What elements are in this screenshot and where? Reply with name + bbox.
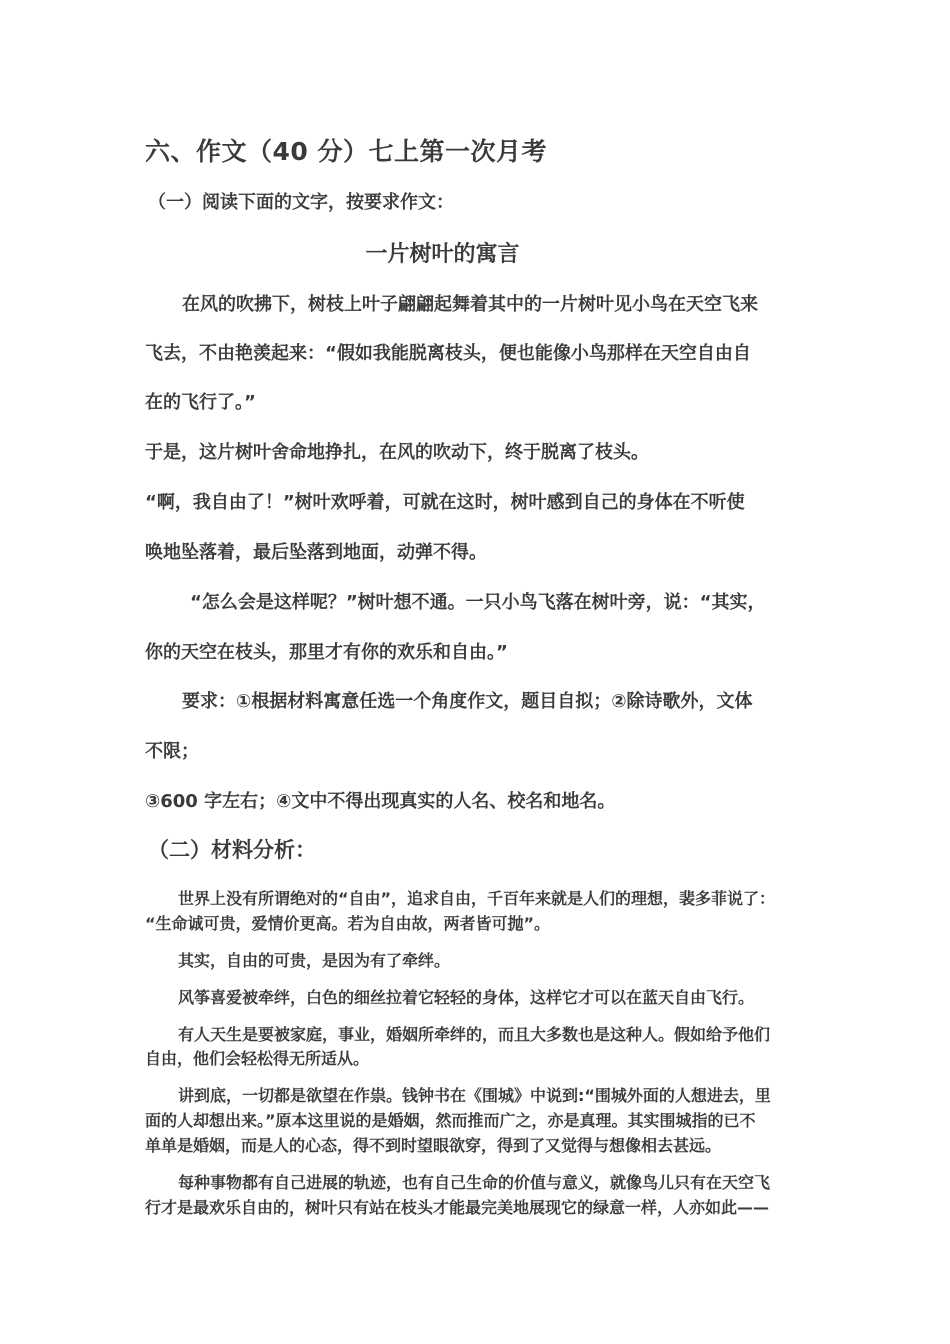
analysis-line: 单单是婚姻，而是人的心态，得不到时望眼欲穿，得到了又觉得与想像相去甚远。 [145,1136,722,1155]
story-title: 一片树叶的寓言 [365,242,520,267]
requirement-line: ③600 字左右；④文中不得出现真实的人名、校名和地名。 [145,791,616,812]
story-line: “啊，我自由了！”树叶欢呼着，可就在这时，树叶感到自己的身体在不听使 [145,492,745,513]
section-one-label: （一）阅读下面的文字，按要求作文： [148,192,454,213]
story-line: 在的飞行了。” [145,392,256,413]
story-line: 唤地坠落着，最后坠落到地面，动弹不得。 [145,542,487,563]
section-heading: 六、作文（40 分）七上第一次月考 [145,137,547,166]
analysis-line: 风筝喜爱被牵绊，白色的细丝拉着它轻轻的身体，这样它才可以在蓝天自由飞行。 [178,988,755,1007]
analysis-line: 讲到底，一切都是欲望在作祟。钱钟书在《围城》中说到:“围城外面的人想进去，里 [178,1086,771,1105]
analysis-line: 面的人却想出来。”原本这里说的是婚姻，然而推而广之，亦是真理。其实围城指的已不 [145,1111,756,1130]
story-line: “怎么会是这样呢？”树叶想不通。一只小鸟飞落在树叶旁，说：“其实， [190,592,766,613]
story-line: 你的天空在枝头，那里才有你的欢乐和自由。” [145,642,508,663]
story-line: 于是，这片树叶舍命地挣扎，在风的吹动下，终于脱离了枝头。 [145,442,649,463]
requirement-line: 要求：①根据材料寓意任选一个角度作文，题目自拟；②除诗歌外，文体 [182,691,753,712]
story-line: 在风的吹拂下，树枝上叶子翩翩起舞着其中的一片树叶见小鸟在天空飞来 [182,294,758,315]
analysis-line: “生命诚可贵，爱情价更高。若为自由故，两者皆可抛”。 [145,914,551,933]
analysis-line: 每种事物都有自己进展的轨迹，也有自己生命的价值与意义，就像鸟儿只有在天空飞 [178,1173,771,1192]
requirement-line: 不限； [145,741,199,762]
analysis-line: 其实，自由的可贵，是因为有了牵绊。 [178,951,451,970]
analysis-line: 有人天生是要被家庭，事业，婚姻所牵绊的，而且大多数也是这种人。假如给予他们 [178,1025,771,1044]
analysis-line: 世界上没有所谓绝对的“自由”，追求自由，千百年来就是人们的理想，裴多菲说了： [178,889,776,908]
analysis-line: 行才是最欢乐自由的，树叶只有站在枝头才能最完美地展现它的绿意一样，人亦如此—— [145,1198,770,1217]
story-line: 飞去，不由艳羡起来：“假如我能脱离枝头，便也能像小鸟那样在天空自由自 [145,343,751,364]
analysis-line: 自由，他们会轻松得无所适从。 [145,1049,370,1068]
section-two-label: （二）材料分析： [148,838,316,862]
